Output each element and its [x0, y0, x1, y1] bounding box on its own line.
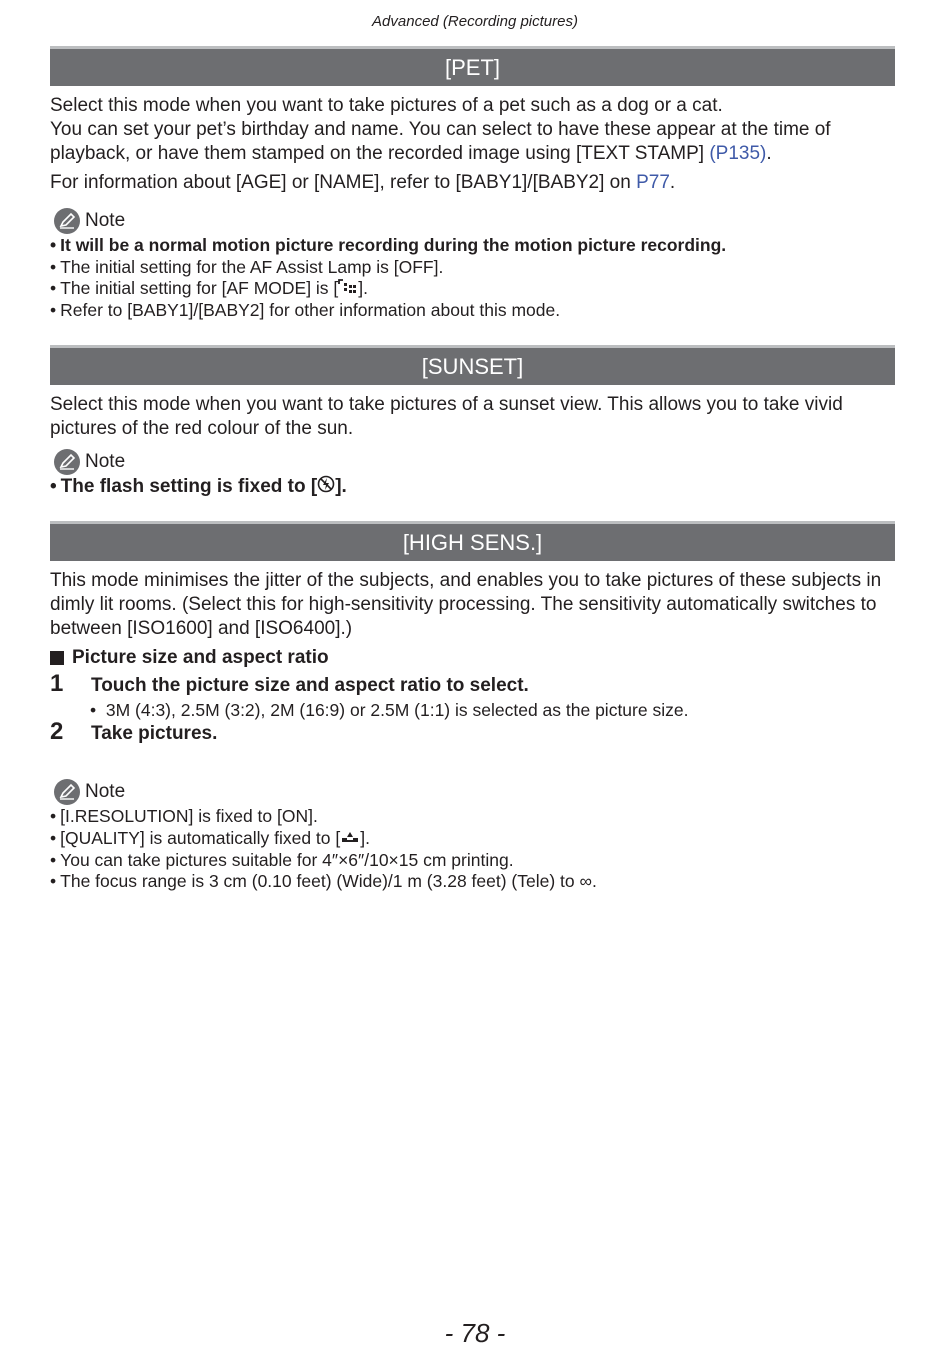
step-1-detail: • 3M (4:3), 2.5M (3:2), 2M (16:9) or 2.5M (1:1) is selected as the picture size. [90, 700, 689, 720]
high-sens-paragraph: This mode minimises the jitter of the subjects, and enables you to take pictures of these subjects in dimly lit rooms. (Select this for high-sensitivity processing. The sensitivity automatically switches to between [ISO1600] and [ISO6400].) [50, 570, 882, 639]
section-title-pet: [PET] [50, 46, 895, 86]
list-item: • You can take pictures suitable for 4″×6″/10×15 cm printing. [50, 850, 910, 872]
high-sens-note-list [50, 806, 910, 893]
list-item: • [QUALITY] is automatically fixed to [ ]. [50, 828, 910, 850]
pet-note-list [50, 235, 910, 322]
pet-note-heading: Note [54, 207, 125, 235]
face-detection-icon [338, 279, 358, 301]
running-header: Advanced (Recording pictures) [372, 13, 578, 30]
list-item: • The initial setting for the AF Assist Lamp is [OFF]. [50, 257, 910, 279]
sunset-paragraph: Select this mode when you want to take pictures of a sunset view. This allows you to take vivid pictures of the red colour of the sun. [50, 394, 843, 439]
list-item: • Refer to [BABY1]/[BABY2] for other information about this mode. [50, 300, 910, 322]
link-p77[interactable]: P77 [636, 172, 670, 193]
list-item: • The flash setting is fixed to [ ]. [50, 475, 910, 499]
page-number: - 78 - [444, 1318, 506, 1348]
section-title-sunset: [SUNSET] [50, 345, 895, 385]
pencil-note-icon [54, 779, 80, 805]
list-item: • The focus range is 3 cm (0.10 feet) (Wide)/1 m (3.28 feet) (Tele) to ∞. [50, 871, 910, 893]
picture-size-heading: Picture size and aspect ratio [50, 647, 329, 669]
step-2: 2 Take pictures. [50, 718, 218, 745]
sunset-note-list [50, 475, 910, 499]
pencil-note-icon [54, 208, 80, 234]
list-item: • [I.RESOLUTION] is fixed to [ON]. [50, 806, 910, 828]
pet-paragraph-1: Select this mode when you want to take pictures of a pet such as a dog or a cat. You can set your pet’s birthday and name. You can select to have these appear at the time of playback, or have them stamped on the recorded image using [TEXT STAMP] (P135). [50, 95, 831, 164]
list-item: • It will be a normal motion picture recording during the motion picture recording. [50, 235, 910, 257]
high-sens-note-heading: Note [54, 778, 125, 806]
pencil-note-icon [54, 449, 80, 475]
flash-off-icon [317, 475, 335, 499]
section-title-high-sens: [HIGH SENS.] [50, 521, 895, 561]
pet-paragraph-2: For information about [AGE] or [NAME], refer to [BABY1]/[BABY2] on P77. [50, 172, 676, 193]
sunset-note-heading: Note [54, 448, 125, 476]
quality-standard-icon [340, 828, 360, 850]
step-1: 1 Touch the picture size and aspect ratio to select. [50, 670, 529, 697]
square-bullet-icon [50, 651, 64, 665]
link-p135[interactable]: (P135) [709, 143, 767, 164]
list-item: • The initial setting for [AF MODE] is [ ]. [50, 278, 910, 300]
